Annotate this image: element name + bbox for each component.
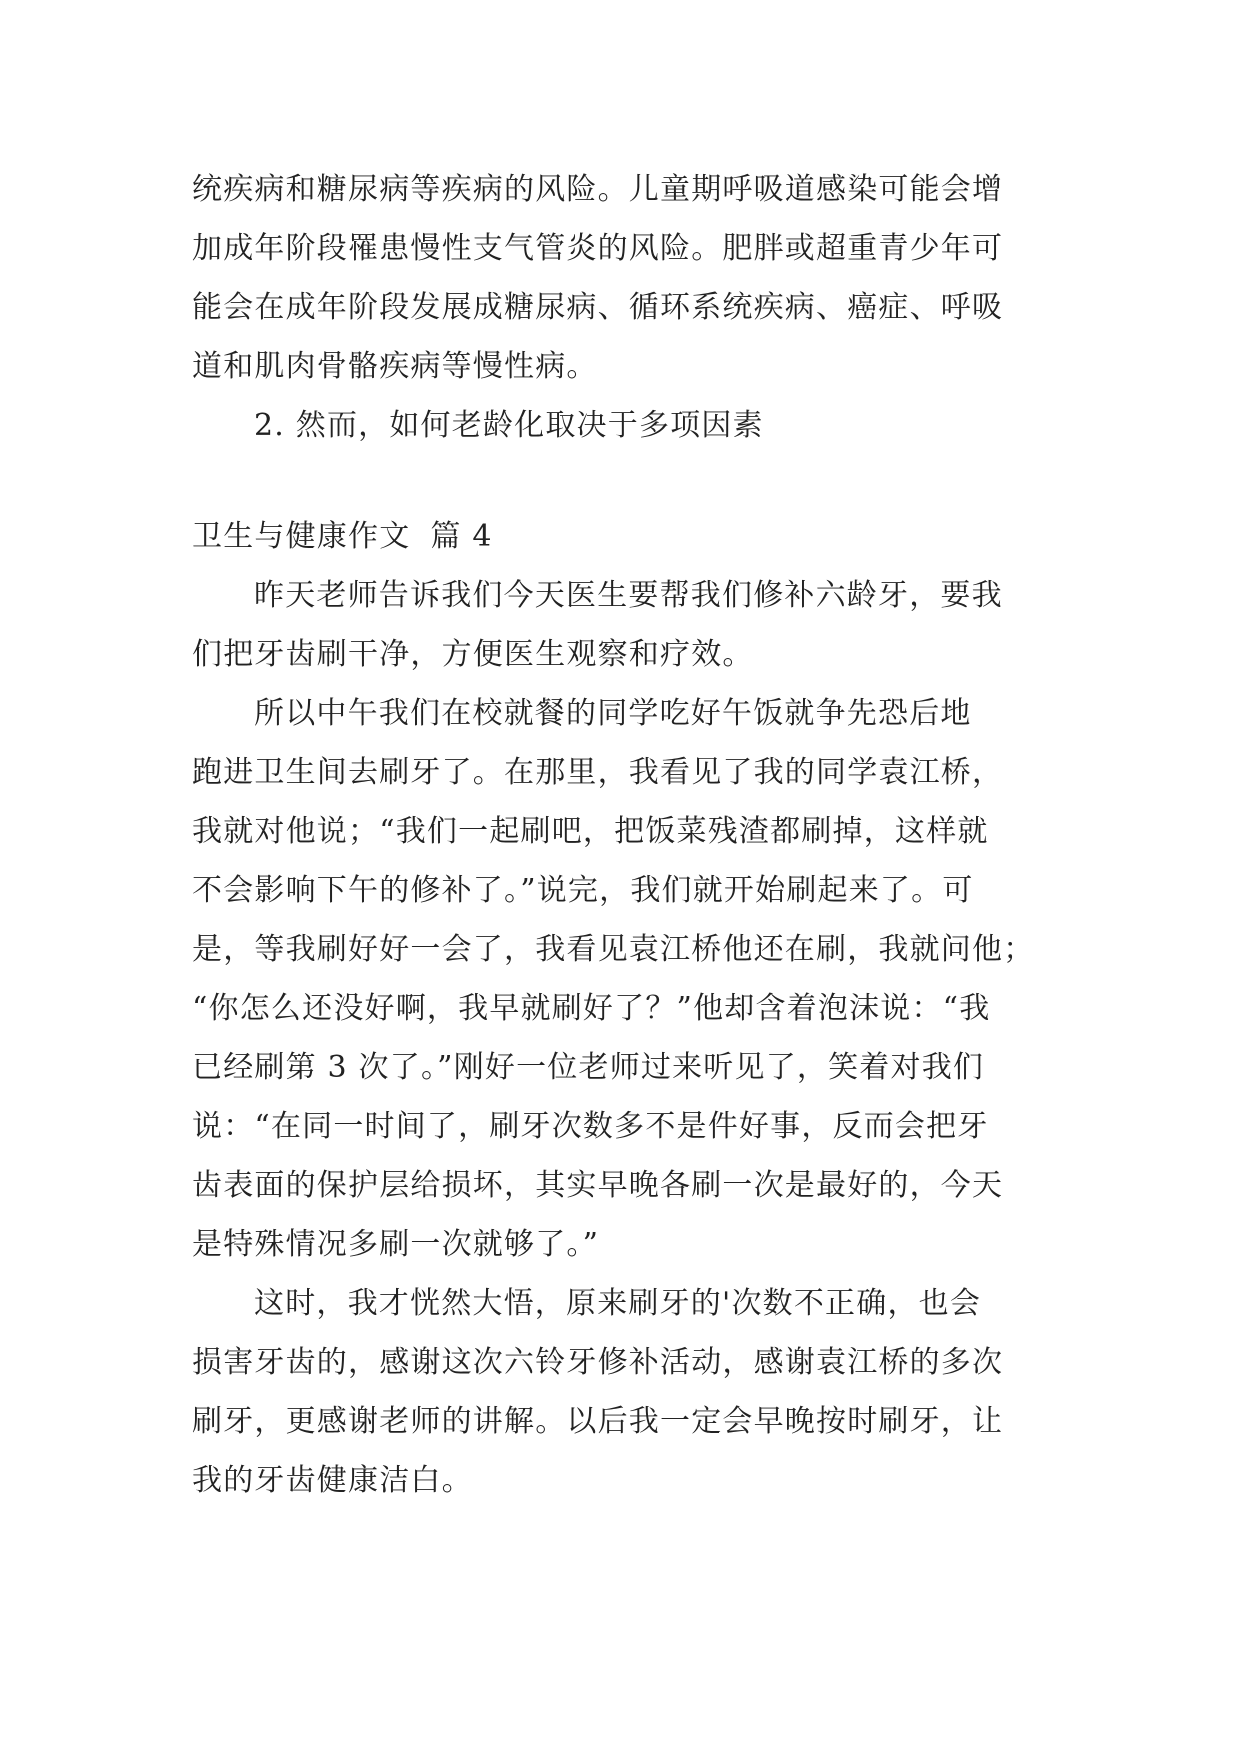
list-item: 2. 然而，如何老龄化取决于多项因素: [254, 408, 764, 443]
text-line: 齿表面的保护层给损坏，其实早晚各刷一次是最好的，今天: [192, 1168, 1004, 1203]
text-line: 已经刷第 3 次了。”刚好一位老师过来听见了，笑着对我们: [192, 1050, 985, 1085]
text-line: 跑进卫生间去刷牙了。在那里，我看见了我的同学袁江桥，: [192, 755, 1004, 790]
text-line: 能会在成年阶段发展成糖尿病、循环系统疾病、癌症、呼吸: [192, 290, 1004, 325]
text-line: 统疾病和糖尿病等疾病的风险。儿童期呼吸道感染可能会增: [192, 172, 1004, 207]
text-line: 加成年阶段罹患慢性支气管炎的风险。肥胖或超重青少年可: [192, 231, 1004, 266]
text-line: 损害牙齿的，感谢这次六铃牙修补活动，感谢袁江桥的多次: [192, 1345, 1004, 1380]
text-line: 昨天老师告诉我们今天医生要帮我们修补六龄牙，要我: [254, 578, 1003, 613]
text-line: 这时，我才恍然大悟，原来刷牙的'次数不正确，也会: [254, 1286, 982, 1321]
paragraph-2: [192, 684, 1057, 1274]
section-gap: [192, 455, 1057, 507]
paragraph-3: [192, 1274, 1057, 1510]
section-title: 卫生与健康作文: [192, 519, 411, 554]
text-line: 们把牙齿刷干净，方便医生观察和疗效。: [192, 637, 754, 672]
text-line: 说：“在同一时间了，刷牙次数多不是件好事，反而会把牙: [192, 1109, 989, 1144]
text-line: 是特殊情况多刷一次就够了。”: [192, 1227, 600, 1262]
text-line: 刷牙，更感谢老师的讲解。以后我一定会早晚按时刷牙，让: [192, 1404, 1004, 1439]
text-line: 所以中午我们在校就餐的同学吃好午饭就争先恐后地: [254, 696, 972, 731]
text-line: 我的牙齿健康洁白。: [192, 1463, 473, 1498]
text-line: “你怎么还没好啊，我早就刷好了？”他却含着泡沫说：“我: [192, 991, 991, 1026]
paragraph-1: [192, 566, 1057, 684]
document-content: [192, 160, 1057, 1510]
section-heading: [192, 507, 1057, 566]
text-line: 不会影响下午的修补了。”说完，我们就开始刷起来了。可: [192, 873, 974, 908]
paragraph-prev: [192, 160, 1057, 396]
text-line: 我就对他说；“我们一起刷吧，把饭菜残渣都刷掉，这样就: [192, 814, 989, 849]
text-line: 是，等我刷好好一会了，我看见袁江桥他还在刷，我就问他；: [192, 932, 1035, 967]
section-part-number: 篇 4: [430, 519, 493, 554]
text-line: 道和肌肉骨骼疾病等慢性病。: [192, 349, 598, 384]
